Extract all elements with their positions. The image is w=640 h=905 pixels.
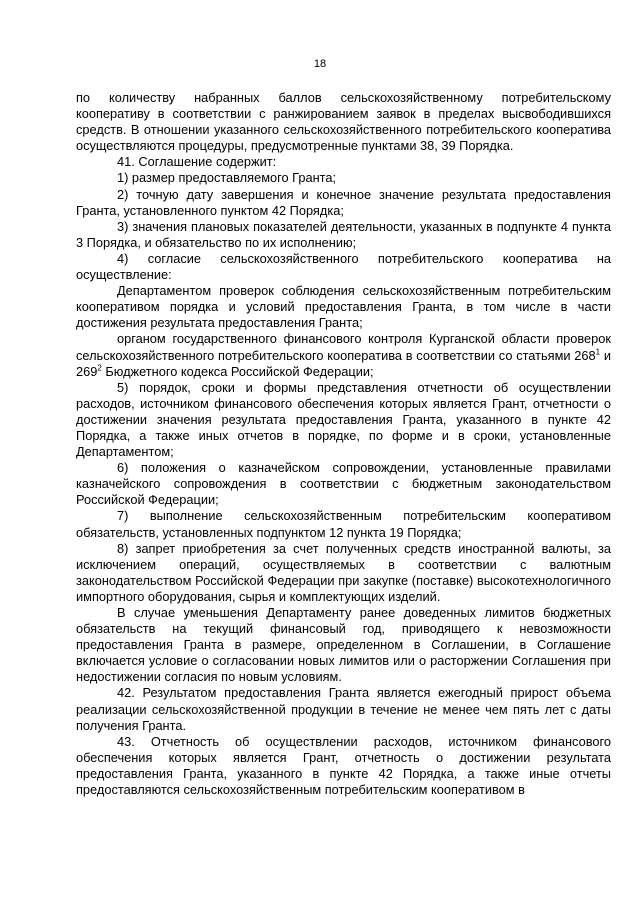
paragraph-41-item-4: 4) согласие сельскохозяйственного потребительского кооператива на осуществление: [76, 250, 611, 283]
paragraph-42: 42. Результатом предоставления Гранта является ежегодный прирост объема реализации сельскохозяйственной продукции в течение не менее чем пять лет с даты получения Гранта. [76, 685, 611, 733]
paragraph-41-item-8: 8) запрет приобретения за счет полученных средств иностранной валюты, за исключением операций, осуществляемых в соответствии с валютным законодательством Российской Федерации при закупке (поставке) высокотехнологичного импортного оборудования, сырья и комплектующих изделий. [76, 540, 611, 604]
paragraph-41: 41. Соглашение содержит: [117, 154, 277, 170]
paragraph-43: 43. Отчетность об осуществлении расходов, источником финансового обеспечения которых является Грант, отчетность о достижении результата предоставления Гранта, указанного в пункте 42 Порядка, а также иные отчеты предоставляются сельскохозяйственным потребительским кооперативом в [76, 733, 611, 798]
superscript-1: 1 [595, 347, 601, 357]
paragraph-41-item-1: 1) размер предоставляемого Гранта; [117, 170, 337, 186]
text-segment: органом государственного финансового контроля Курганской области проверок сельскохозяйственного потребительского кооператива в соответствии со статьями 268 [76, 331, 611, 363]
paragraph-41-item-5: 5) порядок, сроки и формы представления отчетности об осуществлении расходов, источником финансового обеспечения которых является Грант, отчетности о достижении значения результата предоставления Гранта, указанного в пункте 42 Порядка, а также иных отчетов в порядке, по форме и в сроки, установленные Департаментом; [76, 379, 611, 460]
paragraph-41-item-2: 2) точную дату завершения и конечное значение результата предоставления Гранта, установленного пунктом 42 Порядка; [76, 186, 611, 218]
paragraph-continuation: по количеству набранных баллов сельскохозяйственному потребительскому кооперативу в соответствии с ранжированием заявок в пределах высвободившихся средств. В отношении указанного сельскохозяйственного потребительского кооператива осуществляются процедуры, предусмотренные пунктами 38, 39 Порядка. [76, 90, 611, 154]
superscript-2: 2 [97, 363, 102, 373]
paragraph-41-item-7: 7) выполнение сельскохозяйственным потребительским кооперативом обязательств, установленных подпунктом 12 пункта 19 Порядка; [76, 508, 611, 540]
page-number: 18 [313, 58, 327, 70]
paragraph-41-item-6: 6) положения о казначейском сопровождении, установленные правилами казначейского сопровождения в соответствии с бюджетным законодательством Российской Федерации; [76, 460, 611, 508]
paragraph-41-item-4-department: Департаментом проверок соблюдения сельскохозяйственным потребительским кооперативом порядка и условий предоставления Гранта, в том числе в части достижения результата предоставления Гранта; [76, 283, 611, 331]
text-segment: и 269 [76, 347, 611, 379]
paragraph-limits: В случае уменьшения Департаменту ранее доведенных лимитов бюджетных обязательств на текущий финансовый год, приводящего к невозможности предоставления Гранта в размере, определенном в Соглашении, в Соглашение включается условие о согласовании новых лимитов или о расторжении Соглашения при недостижении согласия по новым условиям. [76, 605, 611, 685]
document-body [76, 90, 611, 798]
text-segment: Бюджетного кодекса Российской Федерации; [101, 363, 374, 379]
paragraph-41-item-4-control-body [76, 331, 611, 379]
paragraph-41-item-3: 3) значения плановых показателей деятельности, указанных в подпункте 4 пункта 3 Порядка, и обязательство по их исполнению; [76, 218, 611, 250]
